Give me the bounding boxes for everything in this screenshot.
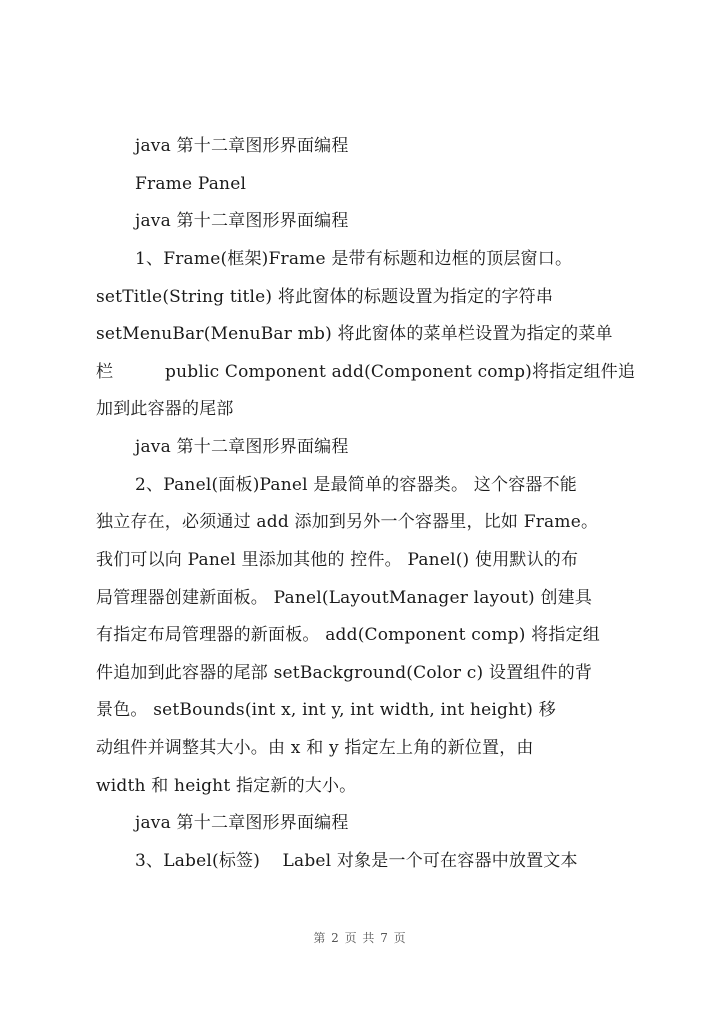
paragraph-panel-line-4: 局管理器创建新面板。 Panel(LayoutManager layout) 创建具 (96, 588, 593, 608)
paragraph-panel-line-3: 我们可以向 Panel 里添加其他的 控件。 Panel() 使用默认的布 (96, 550, 579, 570)
section-heading-3: java 第十二章图形界面编程 (135, 437, 349, 457)
paragraph-frame-line-4a: 栏 (96, 362, 114, 382)
section-heading-4: java 第十二章图形界面编程 (135, 813, 349, 833)
section-heading-2: java 第十二章图形界面编程 (135, 211, 349, 231)
page-footer: 第 2 页 共 7 页 (313, 931, 407, 945)
topic-line: Frame Panel (135, 174, 247, 194)
paragraph-panel-line-2: 独立存在，必须通过 add 添加到另外一个容器里，比如 Frame。 (96, 512, 599, 532)
paragraph-frame-line-3: setMenuBar(MenuBar mb) 将此窗体的菜单栏设置为指定的菜单 (96, 324, 613, 344)
paragraph-frame-line-1: 1、Frame(框架)Frame 是带有标题和边框的顶层窗口。 (135, 249, 573, 269)
paragraph-frame-line-2: setTitle(String title) 将此窗体的标题设置为指定的字符串 (96, 287, 554, 307)
paragraph-panel-line-9: width 和 height 指定新的大小。 (96, 776, 357, 796)
section-heading-1: java 第十二章图形界面编程 (135, 136, 349, 156)
paragraph-panel-line-5: 有指定布局管理器的新面板。 add(Component comp) 将指定组 (96, 625, 601, 645)
paragraph-panel-line-6: 件追加到此容器的尾部 setBackground(Color c) 设置组件的背 (96, 663, 593, 683)
paragraph-panel-line-8: 动组件并调整其大小。由 x 和 y 指定左上角的新位置，由 (96, 738, 534, 758)
paragraph-frame-line-4b: public Component add(Component comp)将指定组件追 (165, 362, 636, 382)
paragraph-panel-line-1: 2、Panel(面板)Panel 是最简单的容器类。 这个容器不能 (135, 475, 577, 495)
paragraph-label-line-1: 3、Label(标签) Label 对象是一个可在容器中放置文本 (135, 851, 578, 871)
paragraph-panel-line-7: 景色。 setBounds(int x, int y, int width, int height) 移 (96, 700, 556, 720)
paragraph-frame-line-5: 加到此容器的尾部 (96, 399, 234, 419)
